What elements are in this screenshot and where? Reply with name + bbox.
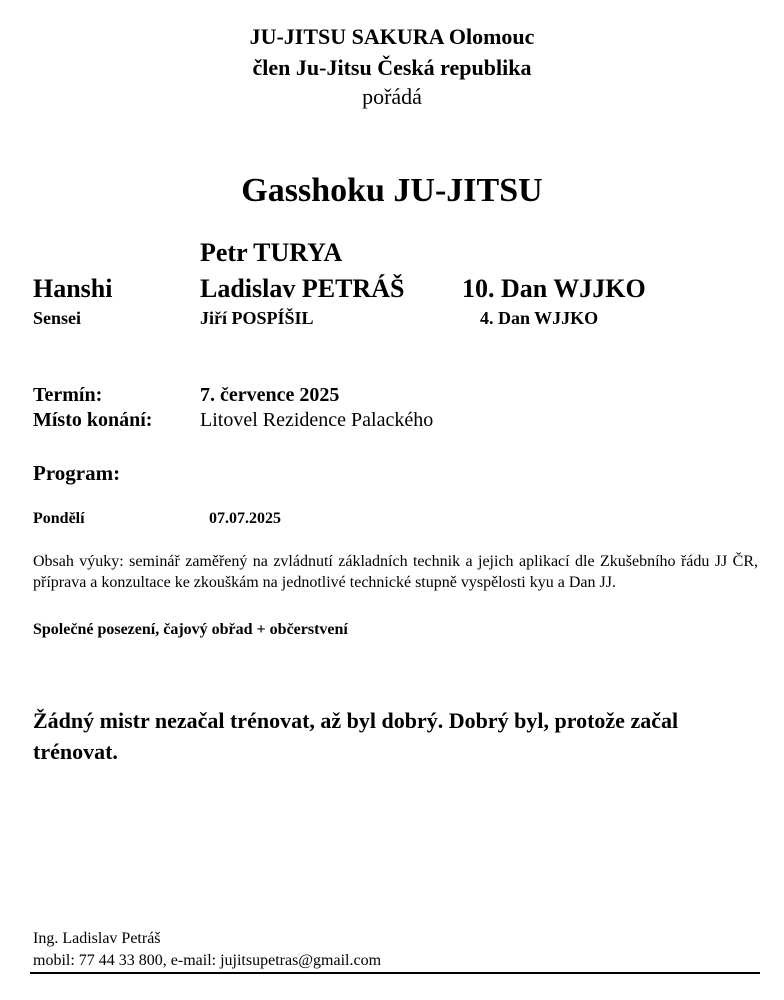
hanshi-label: Hanshi xyxy=(33,274,113,303)
date-value: 7. července 2025 xyxy=(200,384,340,406)
date-label: Termín: xyxy=(33,384,103,406)
place-label: Místo konání: xyxy=(33,409,153,431)
organizer-membership: člen Ju-Jitsu Česká republika xyxy=(252,55,532,80)
footer-contact-details: mobil: 77 44 33 800, e-mail: jujitsupetras@gmail.com xyxy=(33,952,382,969)
instructor-name-petras: Ladislav PETRÁŠ xyxy=(200,274,405,303)
program-description: Obsah výuky: seminář zaměřený na zvládnutí základních technik a jejich aplikací dle Zkušebního řádu JJ ČR, příprava a konzultace ke zkouškám na jednotlivé technické stupně vyspělosti kyu a Dan JJ. xyxy=(33,553,758,591)
instructor-rank-pospisil: 4. Dan WJJKO xyxy=(480,308,599,328)
program-day-label: Pondělí xyxy=(33,510,85,527)
program-day-date: 07.07.2025 xyxy=(209,510,281,527)
organizer-name: JU-JITSU SAKURA Olomouc xyxy=(249,24,535,49)
instructor-name-pospisil: Jiří POSPÍŠIL xyxy=(200,308,314,328)
instructor-rank-petras: 10. Dan WJJKO xyxy=(462,274,646,303)
program-social: Společné posezení, čajový obřad + občerstvení xyxy=(33,621,348,638)
place-value: Litovel Rezidence Palackého xyxy=(200,409,434,431)
sensei-label: Sensei xyxy=(33,308,82,328)
motto-quote: Žádný mistr nezačal trénovat, až byl dobrý. Dobrý byl, protože začal trénovat. xyxy=(33,708,679,764)
footer-contact-name: Ing. Ladislav Petráš xyxy=(33,930,161,947)
program-heading: Program: xyxy=(33,461,121,485)
footer-divider xyxy=(30,972,760,974)
instructor-name-turya: Petr TURYA xyxy=(200,238,343,267)
event-title: Gasshoku JU-JITSU xyxy=(241,172,543,209)
organizer-presents: pořádá xyxy=(362,84,422,109)
